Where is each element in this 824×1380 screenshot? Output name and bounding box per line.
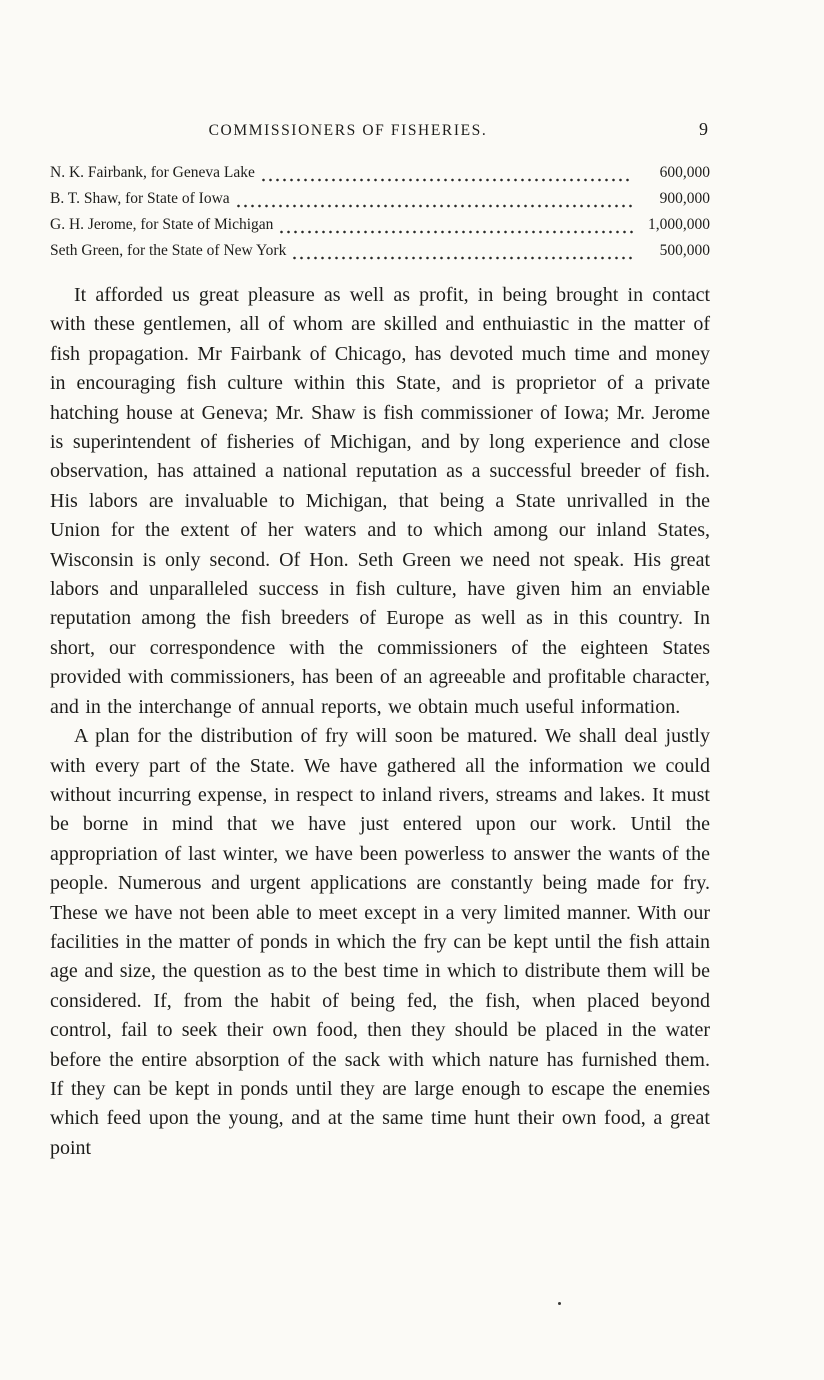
allocation-name: N. K. Fairbank, for Geneva Lake bbox=[50, 164, 255, 181]
allocation-value: 900,000 bbox=[659, 190, 710, 207]
dot-leader bbox=[291, 255, 633, 260]
allocation-name: B. T. Shaw, for State of Iowa bbox=[50, 190, 230, 207]
dot-leader bbox=[278, 229, 633, 234]
dot-leader bbox=[260, 177, 633, 182]
text-block bbox=[50, 0, 710, 1163]
allocation-value: 600,000 bbox=[659, 164, 710, 181]
body-text bbox=[50, 281, 710, 1163]
allocation-name: Seth Green, for the State of New York bbox=[50, 242, 287, 259]
paragraph: It afforded us great pleasure as well as profit, in being brought in contact with these gentlemen, all of whom are skilled and enthuiastic in the matter of fish propagation. Mr Fairbank of Chicago, has devoted much time and money in encouraging fish culture within this State, and is proprietor of a private hatching house at Geneva; Mr. Shaw is fish commissioner of Iowa; Mr. Jerome is superintendent of fisheries of Michigan, and by long experience and close observation, has attained a national reputation as a successful breeder of fish. His labors are invaluable to Michigan, that being a State unrivalled in the Union for the extent of her waters and to which among our inland States, Wisconsin is only second. Of Hon. Seth Green we need not speak. His great labors and unparalleled success in fish culture, have given him an enviable reputation among the fish breeders of Europe as well as in this country. In short, our correspondence with the commissioners of the eighteen States provided with commissioners, has been of an agreeable and profitable character, and in the interchange of annual reports, we obtain much useful information. bbox=[50, 284, 710, 718]
allocation-value: 500,000 bbox=[659, 242, 710, 259]
scan-artifact-dot bbox=[558, 1302, 561, 1305]
page-header bbox=[50, 119, 710, 148]
page-number: 9 bbox=[699, 119, 708, 139]
allocation-row bbox=[50, 238, 710, 264]
paragraph: A plan for the distribution of fry will soon be matured. We shall deal justly with every part of the State. We have gathered all the information we could without incurring expense, in respect to inland rivers, streams and lakes. It must be borne in mind that we have just entered upon our work. Until the appropriation of last winter, we have been powerless to answer the wants of the people. Numerous and urgent applications are constantly being made for fry. These we have not been able to meet except in a very limited manner. With our facilities in the matter of ponds in which the fry can be kept until the fish attain age and size, the question as to the best time in which to distribute them will be considered. If, from the habit of being fed, the fish, when placed beyond control, fail to seek their own food, then they should be placed in the water before the entire absorption of the sack with which nature has furnished them. If they can be kept in ponds until they are large enough to escape the enemies which feed upon the young, and at the same time hunt their own food, a great point bbox=[50, 725, 710, 1159]
allocation-row bbox=[50, 160, 710, 186]
allocation-name: G. H. Jerome, for State of Michigan bbox=[50, 216, 274, 233]
allocation-row bbox=[50, 186, 710, 212]
allocation-row bbox=[50, 212, 710, 238]
dot-leader bbox=[235, 203, 633, 208]
allocation-list bbox=[50, 160, 710, 264]
running-title: COMMISSIONERS OF FISHERIES. bbox=[208, 122, 488, 139]
allocation-value: 1,000,000 bbox=[648, 216, 710, 233]
